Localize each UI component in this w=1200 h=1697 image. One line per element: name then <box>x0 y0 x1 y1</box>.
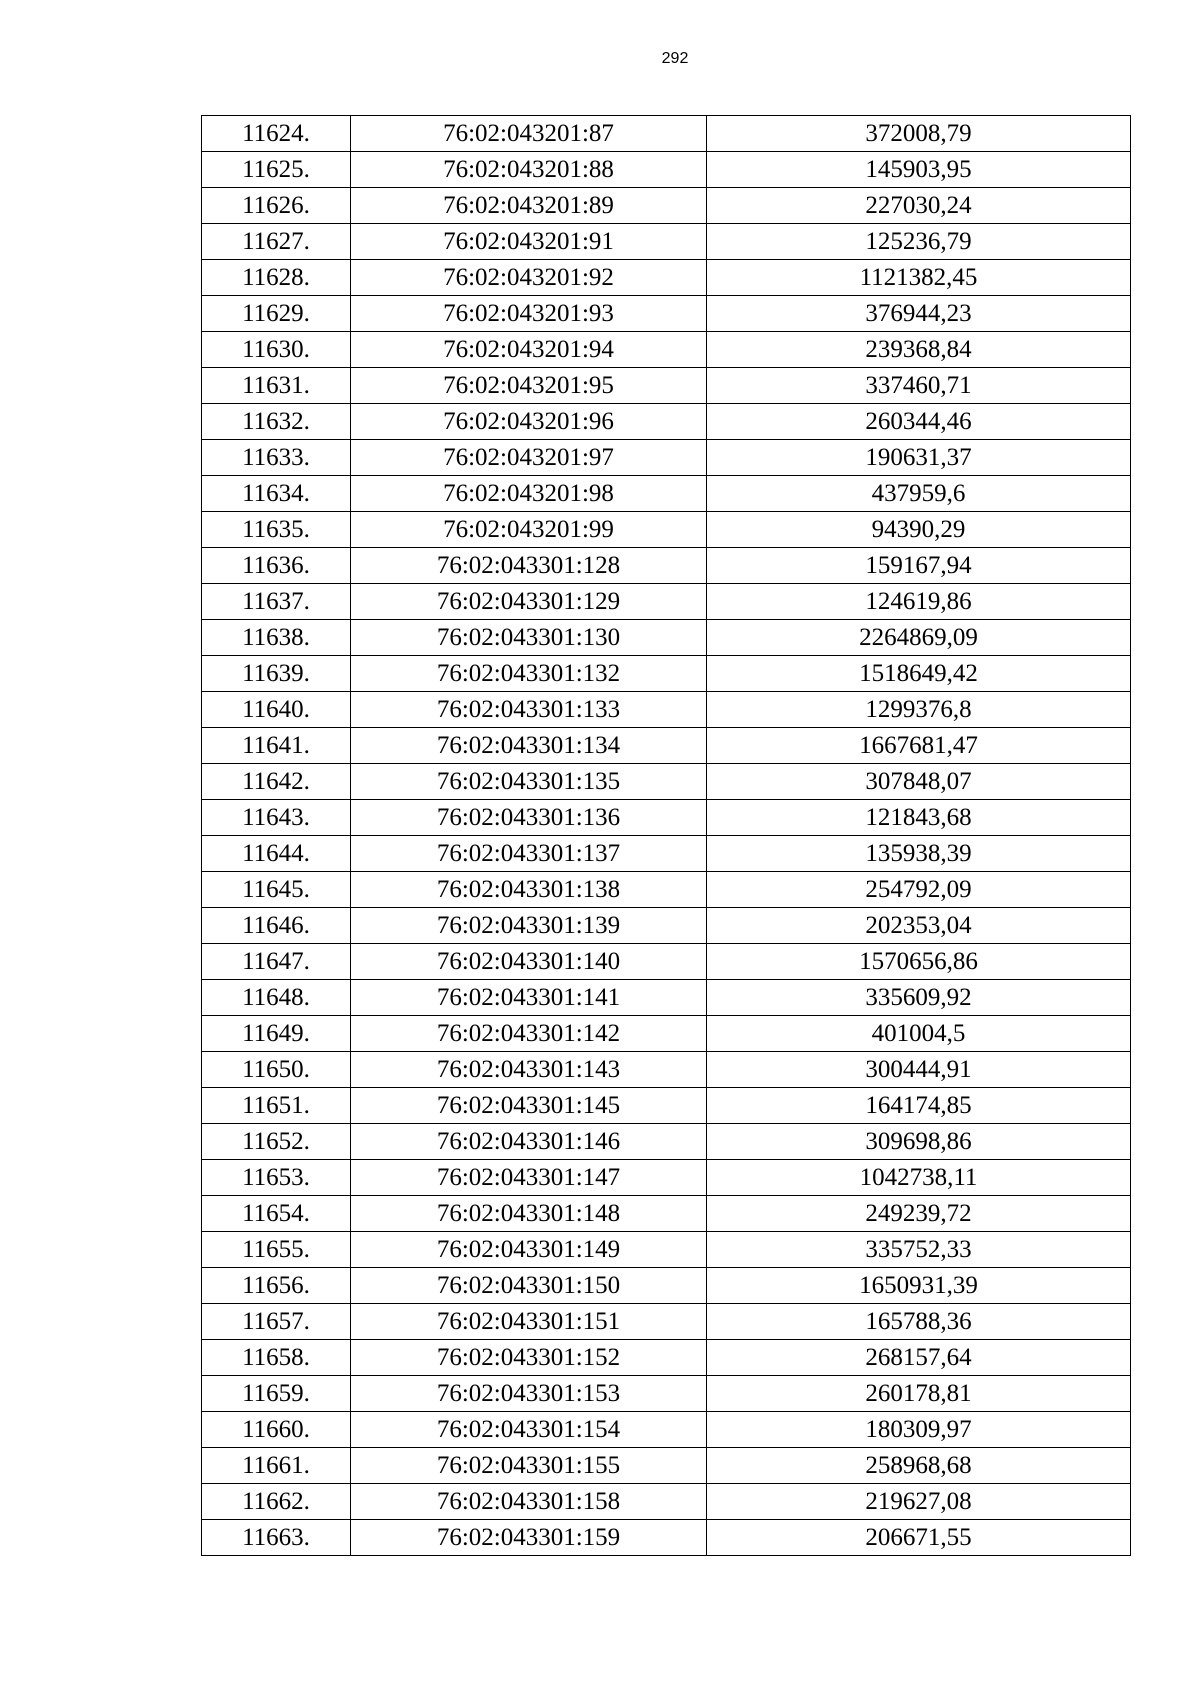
table-row <box>202 116 1131 152</box>
row-number-cell: 11629. <box>202 296 351 332</box>
row-number-cell: 11624. <box>202 116 351 152</box>
row-number-cell: 11649. <box>202 1016 351 1052</box>
table-row <box>202 1232 1131 1268</box>
cadastral-value-cell: 249239,72 <box>707 1196 1131 1232</box>
cadastral-value-cell: 260344,46 <box>707 404 1131 440</box>
table-row <box>202 440 1131 476</box>
cadastral-number-cell: 76:02:043301:158 <box>351 1484 707 1520</box>
row-number-cell: 11662. <box>202 1484 351 1520</box>
row-number-cell: 11647. <box>202 944 351 980</box>
cadastral-value-cell: 258968,68 <box>707 1448 1131 1484</box>
cadastral-number-cell: 76:02:043301:143 <box>351 1052 707 1088</box>
cadastral-value-cell: 180309,97 <box>707 1412 1131 1448</box>
cadastral-value-cell: 260178,81 <box>707 1376 1131 1412</box>
cadastral-number-cell: 76:02:043301:140 <box>351 944 707 980</box>
cadastral-number-cell: 76:02:043301:141 <box>351 980 707 1016</box>
cadastral-number-cell: 76:02:043301:146 <box>351 1124 707 1160</box>
cadastral-value-cell: 1650931,39 <box>707 1268 1131 1304</box>
table-row <box>202 620 1131 656</box>
cadastral-number-cell: 76:02:043201:97 <box>351 440 707 476</box>
table-row <box>202 476 1131 512</box>
cadastral-number-cell: 76:02:043301:129 <box>351 584 707 620</box>
row-number-cell: 11655. <box>202 1232 351 1268</box>
row-number-cell: 11646. <box>202 908 351 944</box>
row-number-cell: 11663. <box>202 1520 351 1556</box>
table-row <box>202 1016 1131 1052</box>
row-number-cell: 11639. <box>202 656 351 692</box>
table-row <box>202 656 1131 692</box>
cadastral-number-cell: 76:02:043301:135 <box>351 764 707 800</box>
cadastral-number-cell: 76:02:043301:136 <box>351 800 707 836</box>
row-number-cell: 11650. <box>202 1052 351 1088</box>
table-row <box>202 1376 1131 1412</box>
cadastral-number-cell: 76:02:043201:87 <box>351 116 707 152</box>
row-number-cell: 11658. <box>202 1340 351 1376</box>
cadastral-number-cell: 76:02:043201:94 <box>351 332 707 368</box>
row-number-cell: 11625. <box>202 152 351 188</box>
row-number-cell: 11636. <box>202 548 351 584</box>
table-row <box>202 332 1131 368</box>
table-row <box>202 908 1131 944</box>
cadastral-value-cell: 1299376,8 <box>707 692 1131 728</box>
table-row <box>202 1340 1131 1376</box>
cadastral-number-cell: 76:02:043301:150 <box>351 1268 707 1304</box>
row-number-cell: 11653. <box>202 1160 351 1196</box>
cadastral-number-cell: 76:02:043201:98 <box>351 476 707 512</box>
row-number-cell: 11652. <box>202 1124 351 1160</box>
table-row <box>202 584 1131 620</box>
cadastral-value-cell: 1518649,42 <box>707 656 1131 692</box>
row-number-cell: 11648. <box>202 980 351 1016</box>
table-row <box>202 224 1131 260</box>
table-row <box>202 692 1131 728</box>
cadastral-number-cell: 76:02:043201:89 <box>351 188 707 224</box>
table-row <box>202 548 1131 584</box>
cadastral-value-cell: 337460,71 <box>707 368 1131 404</box>
table-row <box>202 872 1131 908</box>
row-number-cell: 11660. <box>202 1412 351 1448</box>
table-row <box>202 1088 1131 1124</box>
row-number-cell: 11661. <box>202 1448 351 1484</box>
row-number-cell: 11645. <box>202 872 351 908</box>
row-number-cell: 11633. <box>202 440 351 476</box>
row-number-cell: 11656. <box>202 1268 351 1304</box>
cadastral-value-cell: 376944,23 <box>707 296 1131 332</box>
table-row <box>202 152 1131 188</box>
cadastral-number-cell: 76:02:043301:139 <box>351 908 707 944</box>
cadastral-number-cell: 76:02:043301:130 <box>351 620 707 656</box>
cadastral-number-cell: 76:02:043201:93 <box>351 296 707 332</box>
cadastral-value-cell: 202353,04 <box>707 908 1131 944</box>
cadastral-number-cell: 76:02:043301:159 <box>351 1520 707 1556</box>
table-row <box>202 764 1131 800</box>
table-row <box>202 1196 1131 1232</box>
cadastral-number-cell: 76:02:043201:91 <box>351 224 707 260</box>
row-number-cell: 11637. <box>202 584 351 620</box>
cadastral-value-cell: 268157,64 <box>707 1340 1131 1376</box>
cadastral-value-cell: 239368,84 <box>707 332 1131 368</box>
cadastral-value-cell: 1667681,47 <box>707 728 1131 764</box>
table-row <box>202 1520 1131 1556</box>
table-row <box>202 728 1131 764</box>
cadastral-value-cell: 190631,37 <box>707 440 1131 476</box>
cadastral-number-cell: 76:02:043301:153 <box>351 1376 707 1412</box>
table-row <box>202 296 1131 332</box>
table-body <box>202 116 1131 1556</box>
table-row <box>202 1412 1131 1448</box>
row-number-cell: 11640. <box>202 692 351 728</box>
cadastral-value-cell: 300444,91 <box>707 1052 1131 1088</box>
cadastral-value-cell: 335609,92 <box>707 980 1131 1016</box>
row-number-cell: 11630. <box>202 332 351 368</box>
cadastral-value-cell: 145903,95 <box>707 152 1131 188</box>
cadastral-number-cell: 76:02:043301:142 <box>351 1016 707 1052</box>
row-number-cell: 11635. <box>202 512 351 548</box>
table-row <box>202 836 1131 872</box>
row-number-cell: 11654. <box>202 1196 351 1232</box>
cadastral-number-cell: 76:02:043301:147 <box>351 1160 707 1196</box>
cadastral-value-cell: 159167,94 <box>707 548 1131 584</box>
cadastral-value-cell: 206671,55 <box>707 1520 1131 1556</box>
row-number-cell: 11638. <box>202 620 351 656</box>
cadastral-value-cell: 437959,6 <box>707 476 1131 512</box>
table-row <box>202 1304 1131 1340</box>
cadastral-value-cell: 125236,79 <box>707 224 1131 260</box>
table-row <box>202 368 1131 404</box>
cadastral-value-cell: 165788,36 <box>707 1304 1131 1340</box>
row-number-cell: 11657. <box>202 1304 351 1340</box>
cadastral-value-cell: 94390,29 <box>707 512 1131 548</box>
cadastral-number-cell: 76:02:043301:128 <box>351 548 707 584</box>
cadastral-value-cell: 164174,85 <box>707 1088 1131 1124</box>
cadastral-number-cell: 76:02:043301:149 <box>351 1232 707 1268</box>
row-number-cell: 11634. <box>202 476 351 512</box>
cadastral-value-cell: 2264869,09 <box>707 620 1131 656</box>
table-row <box>202 980 1131 1016</box>
cadastral-number-cell: 76:02:043301:151 <box>351 1304 707 1340</box>
cadastral-number-cell: 76:02:043301:155 <box>351 1448 707 1484</box>
table-row <box>202 1052 1131 1088</box>
cadastral-number-cell: 76:02:043301:148 <box>351 1196 707 1232</box>
table-row <box>202 512 1131 548</box>
cadastral-value-cell: 135938,39 <box>707 836 1131 872</box>
cadastral-number-cell: 76:02:043301:134 <box>351 728 707 764</box>
cadastral-value-cell: 335752,33 <box>707 1232 1131 1268</box>
cadastral-value-cell: 254792,09 <box>707 872 1131 908</box>
table-row <box>202 800 1131 836</box>
cadastral-value-cell: 1570656,86 <box>707 944 1131 980</box>
row-number-cell: 11632. <box>202 404 351 440</box>
cadastral-number-cell: 76:02:043301:132 <box>351 656 707 692</box>
cadastral-value-cell: 121843,68 <box>707 800 1131 836</box>
cadastral-number-cell: 76:02:043301:138 <box>351 872 707 908</box>
row-number-cell: 11628. <box>202 260 351 296</box>
cadastral-number-cell: 76:02:043301:154 <box>351 1412 707 1448</box>
page-number: 292 <box>661 50 689 67</box>
cadastral-number-cell: 76:02:043301:137 <box>351 836 707 872</box>
cadastral-number-cell: 76:02:043301:152 <box>351 1340 707 1376</box>
table-row <box>202 1268 1131 1304</box>
table-row <box>202 944 1131 980</box>
row-number-cell: 11626. <box>202 188 351 224</box>
cadastral-number-cell: 76:02:043201:99 <box>351 512 707 548</box>
cadastral-value-cell: 401004,5 <box>707 1016 1131 1052</box>
row-number-cell: 11651. <box>202 1088 351 1124</box>
cadastral-value-cell: 124619,86 <box>707 584 1131 620</box>
cadastral-value-cell: 309698,86 <box>707 1124 1131 1160</box>
cadastral-value-cell: 219627,08 <box>707 1484 1131 1520</box>
cadastral-number-cell: 76:02:043301:133 <box>351 692 707 728</box>
table-row <box>202 1160 1131 1196</box>
table-row <box>202 1124 1131 1160</box>
cadastral-value-cell: 307848,07 <box>707 764 1131 800</box>
row-number-cell: 11631. <box>202 368 351 404</box>
table-row <box>202 404 1131 440</box>
cadastral-number-cell: 76:02:043201:96 <box>351 404 707 440</box>
row-number-cell: 11641. <box>202 728 351 764</box>
cadastral-value-cell: 1121382,45 <box>707 260 1131 296</box>
table-row <box>202 1484 1131 1520</box>
cadastral-value-cell: 227030,24 <box>707 188 1131 224</box>
cadastral-number-cell: 76:02:043201:88 <box>351 152 707 188</box>
cadastral-number-cell: 76:02:043201:92 <box>351 260 707 296</box>
row-number-cell: 11644. <box>202 836 351 872</box>
row-number-cell: 11659. <box>202 1376 351 1412</box>
row-number-cell: 11643. <box>202 800 351 836</box>
cadastral-value-cell: 372008,79 <box>707 116 1131 152</box>
row-number-cell: 11642. <box>202 764 351 800</box>
table-row <box>202 188 1131 224</box>
row-number-cell: 11627. <box>202 224 351 260</box>
cadastral-value-table <box>201 115 1131 1556</box>
table-row <box>202 260 1131 296</box>
table-row <box>202 1448 1131 1484</box>
cadastral-number-cell: 76:02:043201:95 <box>351 368 707 404</box>
cadastral-value-cell: 1042738,11 <box>707 1160 1131 1196</box>
cadastral-number-cell: 76:02:043301:145 <box>351 1088 707 1124</box>
